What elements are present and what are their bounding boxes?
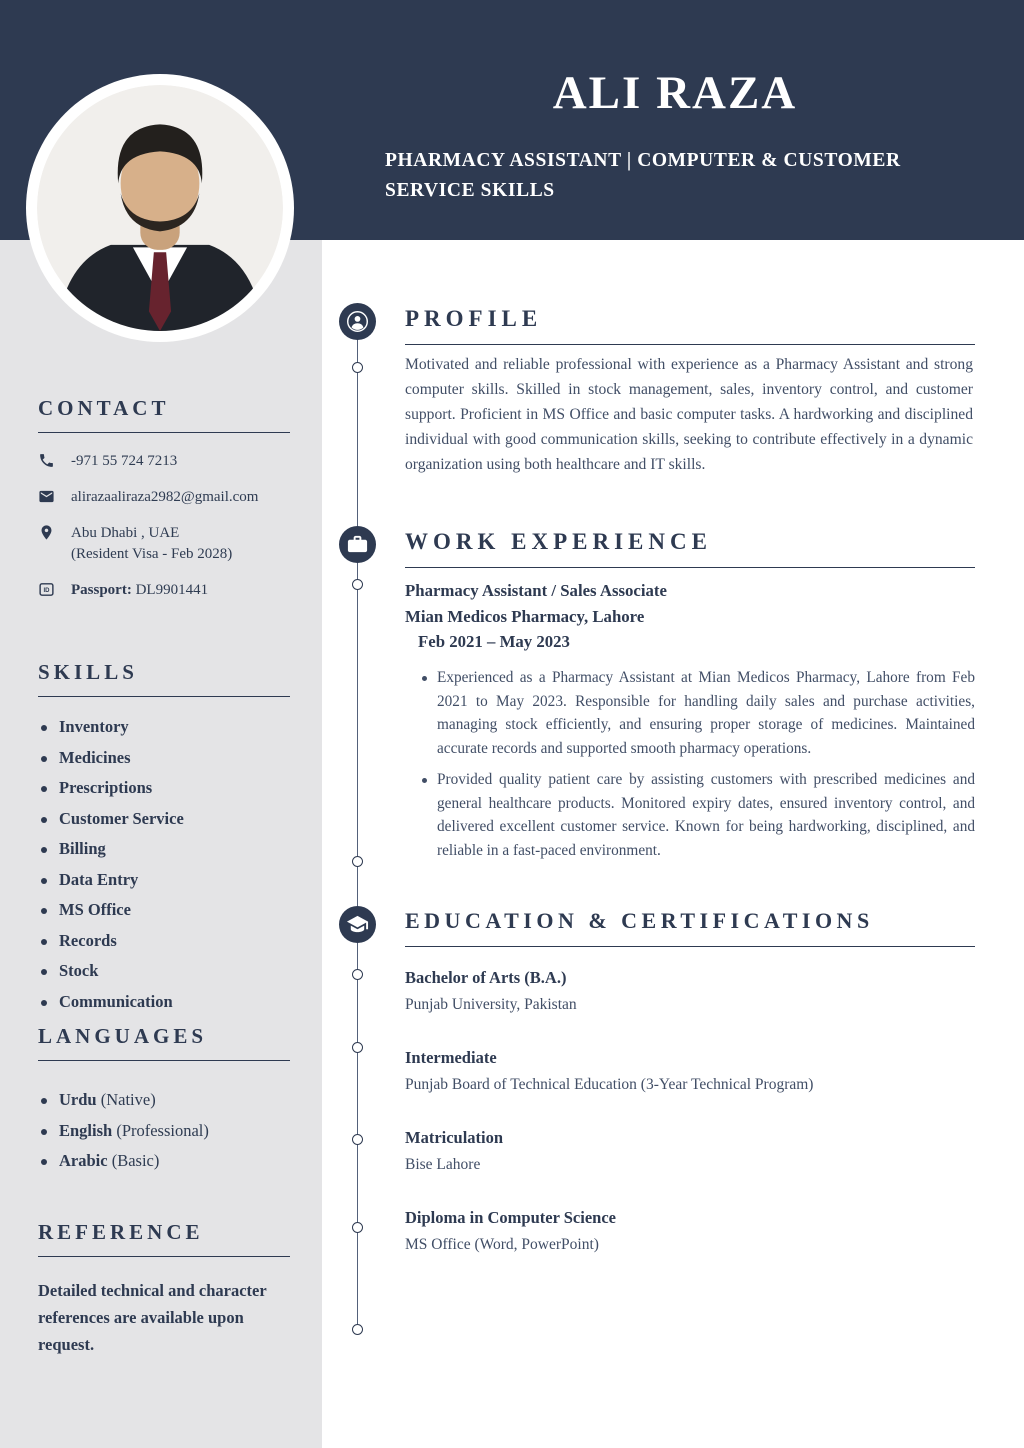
education-item bbox=[405, 966, 973, 1016]
work-bullet-list bbox=[420, 666, 975, 870]
timeline-dot bbox=[352, 1324, 363, 1335]
contact-section bbox=[38, 396, 290, 616]
language-level: (Professional) bbox=[116, 1120, 209, 1140]
education-title: Matriculation bbox=[405, 1128, 504, 1147]
experience-bullet: Experienced as a Pharmacy Assistant at Mian Medicos Pharmacy, Lahore from Feb 2021 to May 2023. Responsible for handling daily sales and purchase activities, managing stock efficiently, and ensuring proper storage of medicines. Maintained accurate records and supported smooth pharmacy operations. bbox=[420, 666, 975, 760]
timeline-dot bbox=[352, 362, 363, 373]
skill-item: Prescriptions bbox=[38, 773, 290, 804]
profile-section-icon bbox=[339, 303, 376, 340]
language-name: Urdu bbox=[59, 1090, 97, 1109]
candidate-title: PHARMACY ASSISTANT | COMPUTER & CUSTOMER SERVICE SKILLS bbox=[385, 150, 901, 202]
portrait-illustration bbox=[37, 85, 283, 331]
reference-section bbox=[38, 1220, 290, 1358]
phone-icon bbox=[38, 452, 58, 469]
education-subtitle: Punjab Board of Technical Education (3-Year Technical Program) bbox=[405, 1076, 814, 1093]
education-title: Intermediate bbox=[405, 1048, 497, 1067]
education-title: Bachelor of Arts (B.A.) bbox=[405, 968, 567, 987]
timeline-line bbox=[357, 322, 358, 1332]
education-subtitle: Punjab University, Pakistan bbox=[405, 996, 577, 1013]
job-title: Pharmacy Assistant / Sales Associate bbox=[405, 581, 667, 600]
education-list bbox=[405, 966, 973, 1286]
profile-summary: Motivated and reliable professional with experience as a Pharmacy Assistant and strong computer skills. Skilled in stock management, sales, inventory control, and customer support. Proficient in MS Office and basic computer tasks. A hardworking and disciplined individual with good communication skills, seeking to contribute effectively in a dynamic organization using both healthcare and IT skills. bbox=[405, 356, 973, 473]
language-item bbox=[38, 1085, 290, 1116]
languages-list bbox=[38, 1085, 290, 1177]
passport-number: DL9901441 bbox=[135, 582, 209, 598]
email-icon bbox=[38, 488, 58, 505]
location-icon bbox=[38, 524, 58, 541]
education-item bbox=[405, 1126, 973, 1176]
location-city: Abu Dhabi , UAE bbox=[71, 524, 180, 541]
skill-item: Data Entry bbox=[38, 865, 290, 896]
id-card-icon bbox=[38, 581, 58, 598]
skill-item: Billing bbox=[38, 834, 290, 865]
education-item bbox=[405, 1206, 973, 1256]
language-name: English bbox=[59, 1120, 113, 1140]
header bbox=[385, 66, 965, 206]
languages-section bbox=[38, 1024, 290, 1177]
experience-bullet: Provided quality patient care by assisting customers with prescribed medicines and general healthcare products. Monitored expiry dates, ensured inventory control, and delivered excellent customer service. Known for being hardworking, disciplined, and reliable in a fast-paced environment. bbox=[420, 768, 975, 862]
language-level: (Basic) bbox=[111, 1151, 160, 1170]
timeline-dot bbox=[352, 856, 363, 867]
language-level: (Native) bbox=[100, 1090, 156, 1109]
education-title: Diploma in Computer Science bbox=[405, 1208, 616, 1227]
skill-item: MS Office bbox=[38, 895, 290, 926]
timeline-dot bbox=[352, 1134, 363, 1145]
education-item bbox=[405, 1046, 973, 1096]
education-heading: EDUCATION & CERTIFICATIONS bbox=[405, 908, 975, 947]
reference-heading: REFERENCE bbox=[38, 1220, 290, 1257]
work-position bbox=[405, 578, 973, 655]
company-name: Mian Medicos Pharmacy, Lahore bbox=[405, 606, 645, 626]
timeline-dot bbox=[352, 579, 363, 590]
location-text bbox=[71, 523, 232, 567]
skill-item: Medicines bbox=[38, 743, 290, 774]
timeline-dot bbox=[352, 969, 363, 980]
languages-heading: LANGUAGES bbox=[38, 1024, 290, 1061]
candidate-name: ALI RAZA bbox=[552, 67, 798, 119]
skills-section bbox=[38, 660, 290, 1017]
contact-email bbox=[38, 487, 290, 509]
contact-location bbox=[38, 523, 290, 567]
profile-photo bbox=[26, 74, 294, 342]
skill-item: Inventory bbox=[38, 712, 290, 743]
skill-item: Stock bbox=[38, 956, 290, 987]
contact-list bbox=[38, 451, 290, 602]
work-heading: WORK EXPERIENCE bbox=[405, 529, 975, 568]
svg-text:ID: ID bbox=[43, 587, 50, 594]
email-address: alirazaaliraza2982@gmail.com bbox=[71, 488, 259, 505]
skills-list bbox=[38, 712, 290, 1017]
timeline-dot bbox=[352, 1222, 363, 1233]
language-item bbox=[38, 1116, 290, 1147]
location-visa: (Resident Visa - Feb 2028) bbox=[71, 546, 233, 563]
phone-number: -971 55 724 7213 bbox=[71, 453, 178, 469]
skills-heading: SKILLS bbox=[38, 660, 290, 697]
contact-passport bbox=[38, 580, 290, 602]
contact-heading: CONTACT bbox=[38, 396, 290, 433]
graduation-cap-icon bbox=[346, 913, 369, 936]
contact-phone bbox=[38, 451, 290, 473]
education-section-icon bbox=[339, 906, 376, 943]
reference-text: Detailed technical and character references are available upon request. bbox=[38, 1281, 267, 1354]
passport-text bbox=[71, 580, 208, 602]
language-item bbox=[38, 1146, 290, 1177]
passport-label: Passport: bbox=[71, 582, 132, 598]
work-section-icon bbox=[339, 526, 376, 563]
skill-item: Records bbox=[38, 926, 290, 957]
education-subtitle: Bise Lahore bbox=[405, 1156, 481, 1173]
person-icon bbox=[346, 310, 369, 333]
timeline-dot bbox=[352, 1042, 363, 1053]
job-dates: Feb 2021 – May 2023 bbox=[418, 632, 570, 651]
skill-item: Communication bbox=[38, 987, 290, 1018]
skill-item: Customer Service bbox=[38, 804, 290, 835]
briefcase-icon bbox=[346, 533, 369, 556]
profile-heading: PROFILE bbox=[405, 306, 975, 345]
language-name: Arabic bbox=[59, 1151, 108, 1170]
education-subtitle: MS Office (Word, PowerPoint) bbox=[405, 1236, 599, 1253]
